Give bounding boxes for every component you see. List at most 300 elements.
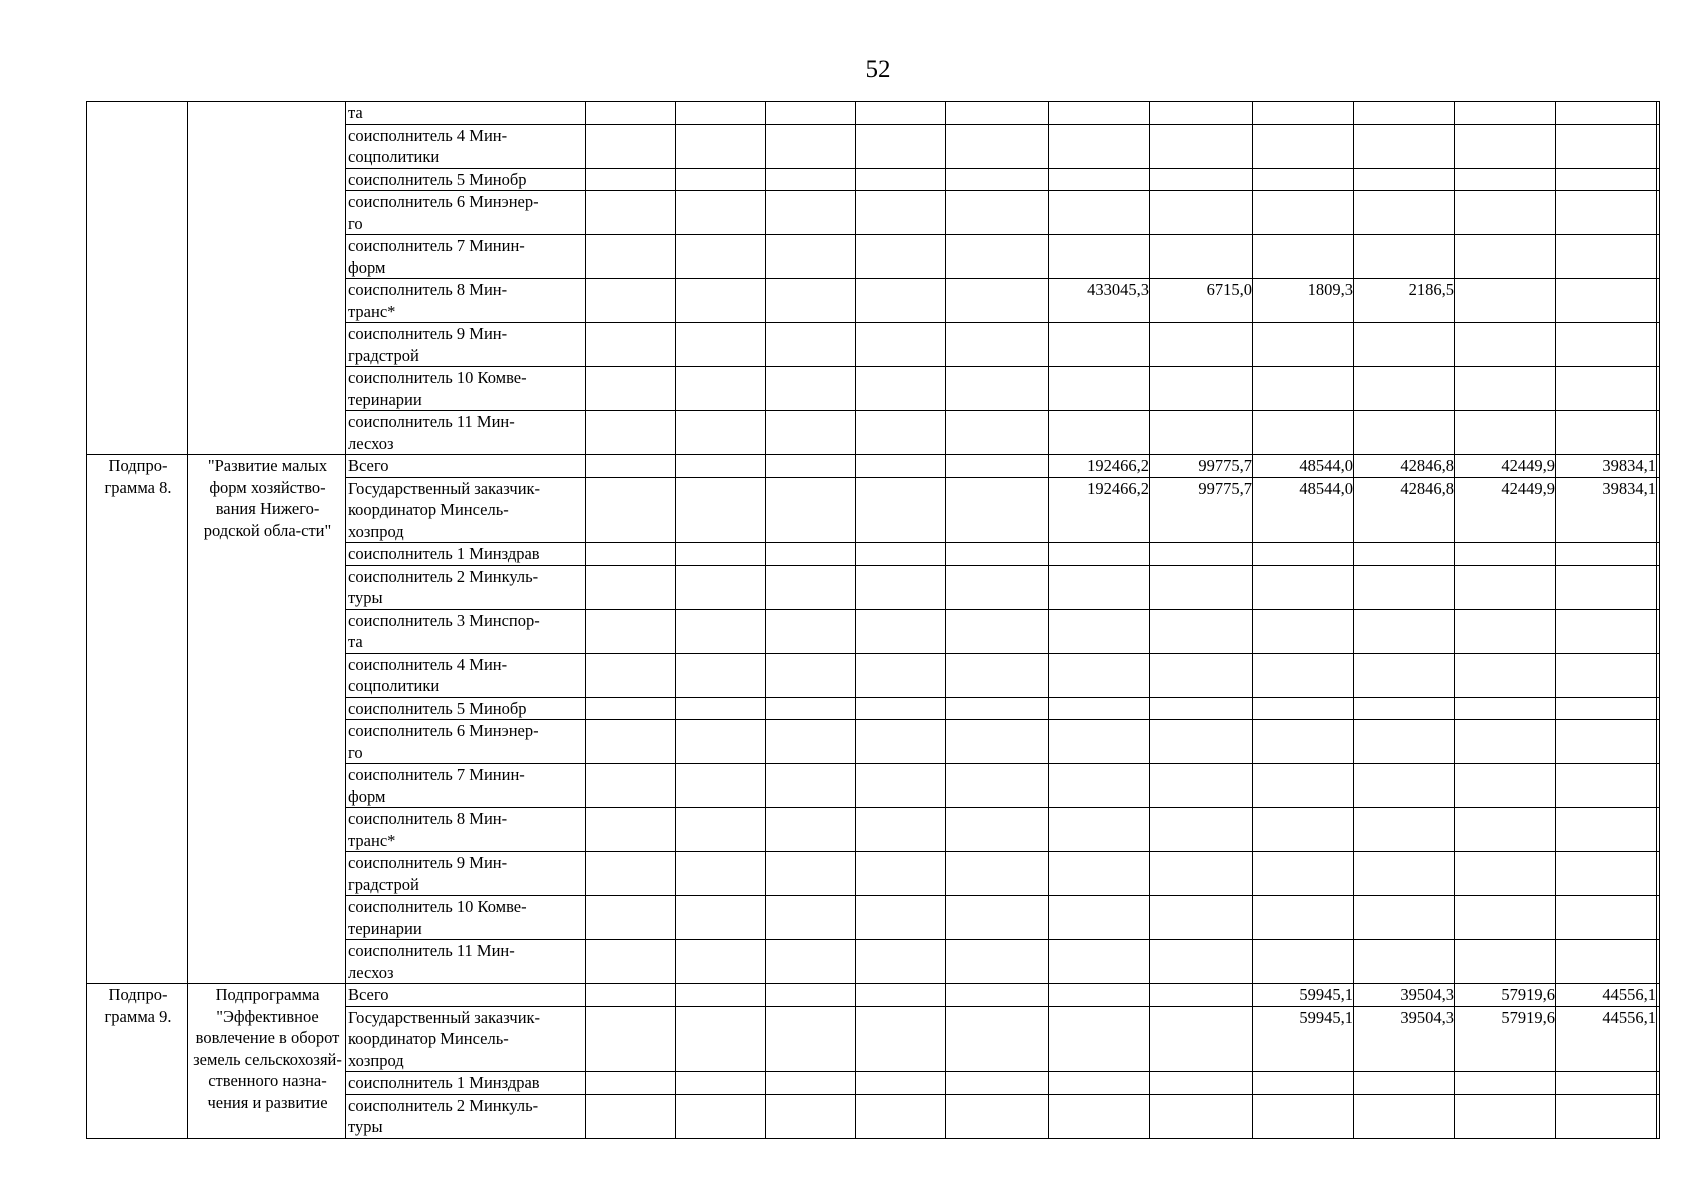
value-cell xyxy=(1455,1072,1556,1095)
value-cell xyxy=(586,852,676,896)
value-cell xyxy=(946,124,1049,168)
value-cell xyxy=(1354,720,1455,764)
value-cell xyxy=(1150,653,1253,697)
row-label: соисполнитель 7 Минин- форм xyxy=(346,764,586,808)
value-cell xyxy=(1657,102,1660,125)
value-cell xyxy=(1455,1094,1556,1138)
value-cell xyxy=(1150,367,1253,411)
value-cell xyxy=(1657,124,1660,168)
value-cell xyxy=(586,455,676,478)
value-cell xyxy=(1150,565,1253,609)
value-cell xyxy=(676,191,766,235)
page-number: 52 xyxy=(865,56,891,83)
value-cell xyxy=(676,720,766,764)
value-cell xyxy=(1049,367,1150,411)
value-cell xyxy=(1657,191,1660,235)
value-cell xyxy=(766,852,856,896)
row-label: Всего xyxy=(346,455,586,478)
value-cell xyxy=(586,653,676,697)
value-cell xyxy=(1556,191,1657,235)
value-cell xyxy=(1354,168,1455,191)
value-cell xyxy=(946,1094,1049,1138)
value-cell xyxy=(1150,852,1253,896)
value-cell xyxy=(1657,323,1660,367)
value-cell xyxy=(1150,102,1253,125)
value-cell xyxy=(676,940,766,984)
value-cell xyxy=(856,653,946,697)
row-label: та xyxy=(346,102,586,125)
value-cell xyxy=(1049,565,1150,609)
value-cell xyxy=(1556,543,1657,566)
value-cell xyxy=(1657,455,1660,478)
value-cell xyxy=(1657,984,1660,1007)
subprogram-number-text: Подпро- грамма 8. xyxy=(104,456,172,497)
value-cell xyxy=(766,455,856,478)
value-cell xyxy=(1556,720,1657,764)
value-cell xyxy=(1253,124,1354,168)
value-cell xyxy=(586,235,676,279)
value-cell xyxy=(1150,808,1253,852)
value-cell xyxy=(1253,720,1354,764)
value-cell: 42846,8 xyxy=(1354,455,1455,478)
row-label: Государственный заказчик- координатор Минсель- хозпрод xyxy=(346,1006,586,1072)
value-cell xyxy=(1455,697,1556,720)
value-cell xyxy=(946,852,1049,896)
value-cell xyxy=(946,1006,1049,1072)
value-cell xyxy=(1354,808,1455,852)
row-label: соисполнитель 1 Минздрав xyxy=(346,1072,586,1095)
value-cell xyxy=(856,455,946,478)
value-cell xyxy=(946,940,1049,984)
value-cell xyxy=(946,896,1049,940)
table-row xyxy=(87,984,1660,1007)
value-cell: 99775,7 xyxy=(1150,455,1253,478)
value-cell xyxy=(586,543,676,566)
value-cell xyxy=(946,609,1049,653)
value-cell xyxy=(1556,808,1657,852)
value-cell xyxy=(586,764,676,808)
value-cell xyxy=(946,984,1049,1007)
subprogram-number xyxy=(87,455,188,984)
value-cell xyxy=(766,367,856,411)
value-cell xyxy=(586,984,676,1007)
value-cell xyxy=(766,808,856,852)
value-cell xyxy=(586,697,676,720)
row-label: Государственный заказчик- координатор Минсель- хозпрод xyxy=(346,477,586,543)
value-cell xyxy=(1354,1072,1455,1095)
value-cell xyxy=(586,1006,676,1072)
value-cell xyxy=(856,720,946,764)
value-cell xyxy=(1657,609,1660,653)
value-cell xyxy=(1049,984,1150,1007)
value-cell xyxy=(1556,102,1657,125)
value-cell xyxy=(856,168,946,191)
row-label: соисполнитель 8 Мин- транс* xyxy=(346,279,586,323)
value-cell xyxy=(856,852,946,896)
value-cell xyxy=(946,764,1049,808)
value-cell xyxy=(1150,124,1253,168)
value-cell: 2186,5 xyxy=(1354,279,1455,323)
value-cell xyxy=(856,1094,946,1138)
value-cell xyxy=(586,565,676,609)
value-cell xyxy=(1049,653,1150,697)
value-cell xyxy=(1657,764,1660,808)
value-cell xyxy=(586,896,676,940)
value-cell xyxy=(586,1094,676,1138)
budget-table xyxy=(86,101,1660,1139)
value-cell: 59945,1 xyxy=(1253,984,1354,1007)
value-cell xyxy=(676,411,766,455)
value-cell xyxy=(946,235,1049,279)
value-cell xyxy=(1657,697,1660,720)
value-cell xyxy=(766,609,856,653)
value-cell xyxy=(676,124,766,168)
value-cell xyxy=(856,764,946,808)
value-cell xyxy=(586,124,676,168)
value-cell xyxy=(1657,720,1660,764)
subprogram-number-text: Подпро- грамма 9. xyxy=(104,985,172,1026)
value-cell xyxy=(1657,235,1660,279)
row-label: соисполнитель 2 Минкуль- туры xyxy=(346,1094,586,1138)
value-cell xyxy=(586,191,676,235)
value-cell xyxy=(1049,102,1150,125)
value-cell xyxy=(856,102,946,125)
value-cell xyxy=(1354,124,1455,168)
value-cell xyxy=(1455,764,1556,808)
value-cell xyxy=(1455,940,1556,984)
value-cell xyxy=(946,367,1049,411)
value-cell xyxy=(1150,940,1253,984)
value-cell xyxy=(1455,720,1556,764)
value-cell xyxy=(766,1006,856,1072)
value-cell xyxy=(856,984,946,1007)
value-cell xyxy=(1556,852,1657,896)
value-cell xyxy=(1556,609,1657,653)
value-cell xyxy=(856,808,946,852)
value-cell xyxy=(1556,940,1657,984)
row-label: соисполнитель 9 Мин- градстрой xyxy=(346,323,586,367)
value-cell xyxy=(766,764,856,808)
value-cell: 6715,0 xyxy=(1150,279,1253,323)
value-cell xyxy=(856,323,946,367)
value-cell xyxy=(1657,896,1660,940)
value-cell xyxy=(1455,543,1556,566)
value-cell xyxy=(946,168,1049,191)
value-cell: 39504,3 xyxy=(1354,1006,1455,1072)
value-cell xyxy=(766,235,856,279)
value-cell xyxy=(1150,1072,1253,1095)
subprogram-name xyxy=(188,984,346,1139)
value-cell xyxy=(586,477,676,543)
value-cell xyxy=(1253,653,1354,697)
value-cell xyxy=(766,543,856,566)
value-cell xyxy=(946,455,1049,478)
value-cell xyxy=(766,191,856,235)
value-cell xyxy=(946,543,1049,566)
value-cell xyxy=(766,279,856,323)
value-cell xyxy=(1455,235,1556,279)
value-cell xyxy=(856,543,946,566)
value-cell xyxy=(946,720,1049,764)
row-label: соисполнитель 11 Мин- лесхоз xyxy=(346,411,586,455)
value-cell xyxy=(676,896,766,940)
value-cell xyxy=(1354,543,1455,566)
value-cell xyxy=(1150,168,1253,191)
subprogram-name-text: "Развитие малых форм хозяйство-вания Нижего-родской обла-сти" xyxy=(203,456,332,540)
value-cell xyxy=(1253,808,1354,852)
value-cell xyxy=(1556,565,1657,609)
value-cell xyxy=(586,940,676,984)
value-cell xyxy=(1049,609,1150,653)
value-cell xyxy=(1253,543,1354,566)
value-cell xyxy=(856,565,946,609)
subprogram-number xyxy=(87,102,188,455)
value-cell xyxy=(1150,896,1253,940)
value-cell xyxy=(1455,808,1556,852)
value-cell xyxy=(586,168,676,191)
value-cell xyxy=(1253,235,1354,279)
value-cell xyxy=(766,653,856,697)
value-cell xyxy=(946,565,1049,609)
value-cell xyxy=(946,477,1049,543)
value-cell xyxy=(1455,653,1556,697)
value-cell: 42846,8 xyxy=(1354,477,1455,543)
value-cell xyxy=(676,323,766,367)
value-cell xyxy=(1150,609,1253,653)
row-label: соисполнитель 6 Минэнер- го xyxy=(346,720,586,764)
row-label: соисполнитель 8 Мин- транс* xyxy=(346,808,586,852)
value-cell xyxy=(1657,477,1660,543)
value-cell xyxy=(586,720,676,764)
value-cell xyxy=(1657,653,1660,697)
value-cell xyxy=(1049,1006,1150,1072)
value-cell xyxy=(1049,1072,1150,1095)
value-cell xyxy=(1455,323,1556,367)
value-cell xyxy=(946,697,1049,720)
row-label: соисполнитель 9 Мин- градстрой xyxy=(346,852,586,896)
value-cell xyxy=(1150,984,1253,1007)
row-label: соисполнитель 7 Минин- форм xyxy=(346,235,586,279)
value-cell xyxy=(676,1094,766,1138)
value-cell xyxy=(1253,764,1354,808)
value-cell xyxy=(1049,764,1150,808)
value-cell: 39834,1 xyxy=(1556,477,1657,543)
value-cell: 44556,1 xyxy=(1556,1006,1657,1072)
value-cell: 433045,3 xyxy=(1049,279,1150,323)
value-cell xyxy=(1556,697,1657,720)
value-cell xyxy=(766,896,856,940)
value-cell xyxy=(1354,102,1455,125)
value-cell xyxy=(1253,697,1354,720)
value-cell xyxy=(946,191,1049,235)
value-cell: 44556,1 xyxy=(1556,984,1657,1007)
value-cell xyxy=(1354,1094,1455,1138)
value-cell xyxy=(1253,940,1354,984)
value-cell xyxy=(1657,1072,1660,1095)
value-cell xyxy=(856,1006,946,1072)
value-cell xyxy=(1657,940,1660,984)
value-cell xyxy=(1354,565,1455,609)
value-cell xyxy=(1049,697,1150,720)
value-cell xyxy=(946,323,1049,367)
value-cell: 99775,7 xyxy=(1150,477,1253,543)
value-cell xyxy=(1049,1094,1150,1138)
value-cell xyxy=(766,102,856,125)
value-cell xyxy=(676,102,766,125)
value-cell xyxy=(1556,653,1657,697)
value-cell xyxy=(946,1072,1049,1095)
value-cell xyxy=(766,477,856,543)
value-cell xyxy=(1657,1094,1660,1138)
value-cell xyxy=(676,808,766,852)
value-cell xyxy=(1556,1094,1657,1138)
value-cell xyxy=(676,984,766,1007)
value-cell xyxy=(766,940,856,984)
value-cell xyxy=(946,279,1049,323)
value-cell xyxy=(586,102,676,125)
value-cell xyxy=(1657,411,1660,455)
row-label: Всего xyxy=(346,984,586,1007)
value-cell: 57919,6 xyxy=(1455,1006,1556,1072)
value-cell xyxy=(856,191,946,235)
row-label: соисполнитель 11 Мин- лесхоз xyxy=(346,940,586,984)
value-cell xyxy=(1150,411,1253,455)
value-cell xyxy=(766,1094,856,1138)
row-label: соисполнитель 10 Комве- теринарии xyxy=(346,896,586,940)
value-cell: 39504,3 xyxy=(1354,984,1455,1007)
value-cell xyxy=(1253,367,1354,411)
value-cell xyxy=(1354,896,1455,940)
table-row xyxy=(87,455,1660,478)
value-cell xyxy=(1049,543,1150,566)
value-cell: 48544,0 xyxy=(1253,477,1354,543)
value-cell xyxy=(1556,367,1657,411)
value-cell xyxy=(1354,653,1455,697)
value-cell: 1809,3 xyxy=(1253,279,1354,323)
value-cell xyxy=(1150,1006,1253,1072)
value-cell xyxy=(1556,764,1657,808)
value-cell xyxy=(676,764,766,808)
value-cell xyxy=(766,1072,856,1095)
value-cell xyxy=(676,235,766,279)
value-cell xyxy=(1150,1094,1253,1138)
value-cell xyxy=(1657,1006,1660,1072)
value-cell xyxy=(1049,411,1150,455)
value-cell xyxy=(676,852,766,896)
value-cell xyxy=(586,609,676,653)
value-cell xyxy=(1253,1072,1354,1095)
subprogram-name xyxy=(188,102,346,455)
value-cell xyxy=(1354,191,1455,235)
value-cell xyxy=(1556,124,1657,168)
value-cell xyxy=(1354,764,1455,808)
value-cell xyxy=(586,808,676,852)
value-cell xyxy=(856,940,946,984)
value-cell xyxy=(1253,102,1354,125)
value-cell xyxy=(766,697,856,720)
value-cell xyxy=(1556,896,1657,940)
value-cell xyxy=(1556,323,1657,367)
value-cell xyxy=(1354,411,1455,455)
value-cell xyxy=(766,565,856,609)
value-cell xyxy=(676,697,766,720)
value-cell xyxy=(1049,191,1150,235)
value-cell xyxy=(1455,565,1556,609)
value-cell xyxy=(1354,852,1455,896)
value-cell xyxy=(1049,852,1150,896)
value-cell xyxy=(1049,896,1150,940)
value-cell xyxy=(1354,609,1455,653)
value-cell xyxy=(1253,609,1354,653)
value-cell xyxy=(766,168,856,191)
row-label: соисполнитель 5 Минобр xyxy=(346,697,586,720)
value-cell xyxy=(856,124,946,168)
value-cell xyxy=(1150,235,1253,279)
value-cell xyxy=(1657,279,1660,323)
value-cell: 39834,1 xyxy=(1556,455,1657,478)
value-cell: 57919,6 xyxy=(1455,984,1556,1007)
value-cell xyxy=(1354,367,1455,411)
value-cell xyxy=(1049,940,1150,984)
row-label: соисполнитель 6 Минэнер- го xyxy=(346,191,586,235)
value-cell xyxy=(856,411,946,455)
value-cell xyxy=(1049,235,1150,279)
value-cell xyxy=(676,477,766,543)
row-label: соисполнитель 1 Минздрав xyxy=(346,543,586,566)
value-cell xyxy=(1150,543,1253,566)
value-cell xyxy=(1455,124,1556,168)
value-cell xyxy=(586,279,676,323)
value-cell xyxy=(1455,191,1556,235)
value-cell xyxy=(1657,543,1660,566)
value-cell xyxy=(1657,852,1660,896)
value-cell xyxy=(946,411,1049,455)
value-cell xyxy=(1150,191,1253,235)
value-cell: 42449,9 xyxy=(1455,455,1556,478)
table-row xyxy=(87,102,1660,125)
value-cell xyxy=(1455,102,1556,125)
row-label: соисполнитель 4 Мин- соцполитики xyxy=(346,653,586,697)
value-cell xyxy=(1556,1072,1657,1095)
value-cell xyxy=(856,1072,946,1095)
value-cell xyxy=(856,896,946,940)
value-cell xyxy=(1253,896,1354,940)
value-cell: 59945,1 xyxy=(1253,1006,1354,1072)
value-cell xyxy=(676,367,766,411)
value-cell xyxy=(946,808,1049,852)
value-cell: 42449,9 xyxy=(1455,477,1556,543)
value-cell xyxy=(1556,235,1657,279)
value-cell xyxy=(1657,808,1660,852)
value-cell: 192466,2 xyxy=(1049,477,1150,543)
table-body xyxy=(87,102,1660,1139)
value-cell xyxy=(1049,168,1150,191)
row-label: соисполнитель 4 Мин- соцполитики xyxy=(346,124,586,168)
value-cell xyxy=(1253,852,1354,896)
subprogram-name xyxy=(188,455,346,984)
value-cell xyxy=(1354,323,1455,367)
value-cell xyxy=(946,102,1049,125)
subprogram-name-text: Подпрограмма "Эффективное вовлечение в оборот земель сельскохозяй-ственного назна-чения и развитие xyxy=(193,985,342,1112)
value-cell xyxy=(766,984,856,1007)
value-cell xyxy=(1253,323,1354,367)
value-cell xyxy=(1150,720,1253,764)
value-cell xyxy=(1455,367,1556,411)
value-cell xyxy=(1253,565,1354,609)
value-cell xyxy=(1049,323,1150,367)
value-cell xyxy=(1455,852,1556,896)
value-cell xyxy=(1657,367,1660,411)
